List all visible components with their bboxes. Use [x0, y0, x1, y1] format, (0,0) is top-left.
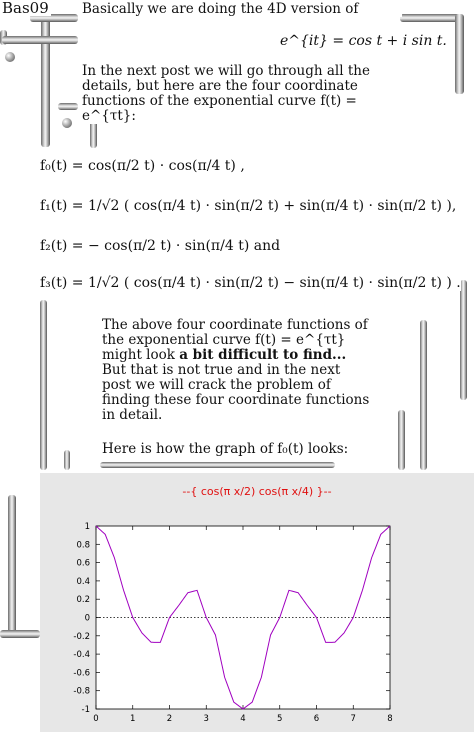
paragraph-difficulty-bold: a bit difficult to find...	[179, 347, 347, 363]
y-tick-label: 0.4	[76, 576, 90, 587]
plot-panel	[40, 473, 474, 732]
paragraph-difficulty-start: The above four coordinate functions of the exponential curve f(t) = e^{τt} might look	[102, 317, 368, 363]
y-tick-label: -0.6	[73, 668, 90, 679]
y-tick-label: -0.8	[73, 686, 90, 697]
y-tick-label: -1	[81, 705, 90, 715]
euler-equation: e^{it} = cos t + i sin t.	[280, 33, 447, 49]
x-tick-label: 2	[166, 714, 173, 724]
y-tick-label: 0.2	[76, 595, 90, 606]
y-tick-label: -0.2	[73, 631, 90, 642]
x-tick-label: 1	[130, 714, 136, 724]
paragraph-difficulty-end: But that is not true and in the next post we will crack the problem of finding these four coordinate functions in detail.	[102, 362, 370, 423]
y-tick-label: 0.8	[76, 540, 90, 551]
x-tick-label: 7	[350, 714, 356, 724]
graph-intro: Here is how the graph of f₀(t) looks:	[102, 442, 362, 457]
plot-svg	[40, 473, 474, 732]
paragraph-difficulty	[102, 318, 370, 423]
paragraph-coordinate-functions: In the next post we will go through all the details, but here are the four coordinate functions of the exponential curve f(t) = e^{τt}:	[82, 64, 412, 124]
equation-f1: f₁(t) = 1/√2 ( cos(π/4 t) · sin(π/2 t) + sin(π/4 t) · sin(π/2 t) ),	[40, 198, 457, 214]
y-tick-label: 1	[84, 522, 90, 532]
equation-f0: f₀(t) = cos(π/2 t) · cos(π/4 t) ,	[40, 158, 245, 174]
x-tick-label: 3	[203, 714, 209, 724]
equation-f3: f₃(t) = 1/√2 ( cos(π/4 t) · sin(π/2 t) − sin(π/4 t) · sin(π/2 t) ) .	[40, 275, 461, 291]
x-tick-label: 8	[387, 714, 393, 724]
y-tick-label: -0.4	[73, 650, 90, 661]
x-tick-label: 4	[240, 714, 246, 724]
intro-line: Basically we are doing the 4D version of	[82, 2, 402, 17]
equation-f2: f₂(t) = − cos(π/2 t) · sin(π/4 t) and	[40, 238, 281, 254]
x-tick-label: 6	[313, 714, 320, 724]
x-tick-label: 0	[93, 714, 99, 724]
y-tick-label: 0	[84, 613, 90, 624]
plot-title: --{ cos(π x/2) cos(π x/4) }--	[182, 485, 332, 498]
y-tick-label: 0.6	[76, 558, 90, 569]
corner-label: Bas09	[2, 0, 49, 17]
x-tick-label: 5	[277, 714, 283, 724]
